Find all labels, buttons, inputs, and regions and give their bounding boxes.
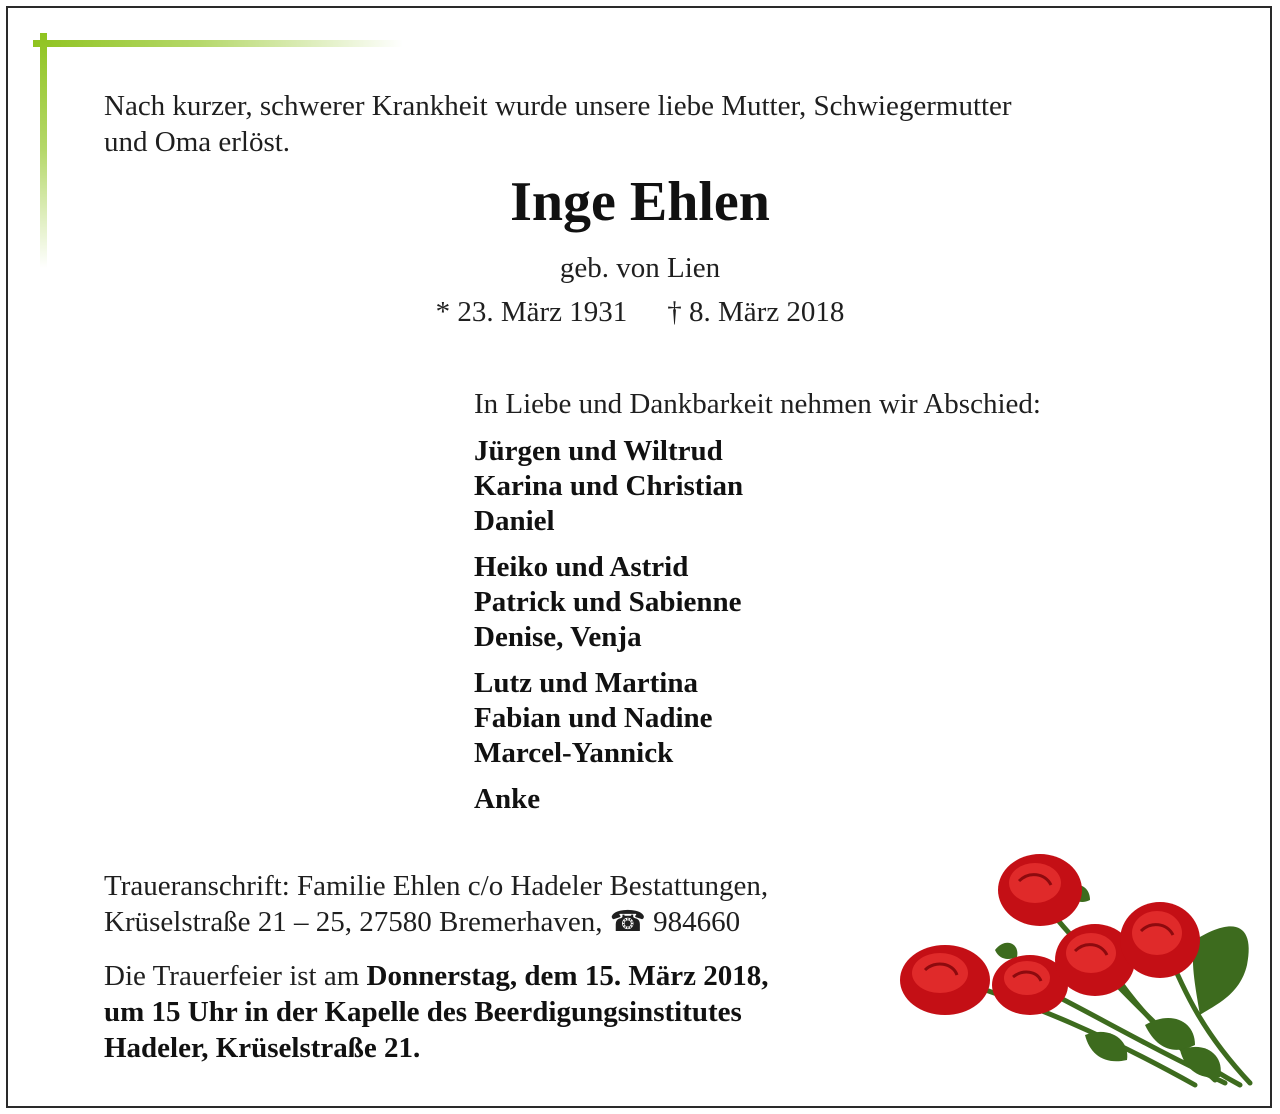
birth-name: geb. von Lien <box>559 252 721 284</box>
family-member: Daniel <box>474 505 555 537</box>
ceremony-date: Donnerstag, dem 15. März 2018, <box>366 960 769 992</box>
family-group <box>474 550 743 655</box>
family-list <box>474 434 743 828</box>
ceremony-place-1: um 15 Uhr in der Kapelle des Beerdigungsinstitutes <box>104 996 742 1028</box>
telephone-icon: ☎ <box>609 906 646 938</box>
family-member: Karina und Christian <box>474 470 744 502</box>
farewell-line: In Liebe und Dankbarkeit nehmen wir Abschied: <box>474 388 1041 420</box>
roses-image <box>895 845 1265 1090</box>
intro-line-2: und Oma erlöst. <box>104 126 291 158</box>
family-member: Anke <box>474 783 541 815</box>
ceremony-info <box>104 958 884 1066</box>
family-member: Jürgen und Wiltrud <box>474 435 723 467</box>
family-member: Lutz und Martina <box>474 667 698 699</box>
family-member: Denise, Venja <box>474 621 642 653</box>
mourning-address <box>104 868 904 940</box>
address-line-1: Traueranschrift: Familie Ehlen c/o Hadeler Bestattungen, <box>104 870 769 902</box>
family-member: Heiko und Astrid <box>474 551 689 583</box>
ceremony-place-2: Hadeler, Krüselstraße 21. <box>104 1032 421 1064</box>
ceremony-prefix: Die Trauerfeier ist am <box>104 960 367 992</box>
phone-number: 984660 <box>653 906 741 938</box>
family-member: Patrick und Sabienne <box>474 586 742 618</box>
death-date: † 8. März 2018 <box>667 296 845 328</box>
address-line-2: Krüselstraße 21 – 25, 27580 Bremerhaven, <box>104 906 610 938</box>
deceased-name: Inge Ehlen <box>510 171 770 233</box>
family-group <box>474 666 743 771</box>
cross-horizontal-bar <box>33 40 403 47</box>
family-group <box>474 782 743 817</box>
life-dates <box>0 296 1280 329</box>
family-member: Fabian und Nadine <box>474 702 713 734</box>
family-member: Marcel-Yannick <box>474 737 674 769</box>
intro-text <box>104 88 1184 160</box>
birth-date: * 23. März 1931 <box>435 296 628 328</box>
family-group <box>474 434 743 539</box>
intro-line-1: Nach kurzer, schwerer Krankheit wurde unsere liebe Mutter, Schwiegermutter <box>104 90 1012 122</box>
